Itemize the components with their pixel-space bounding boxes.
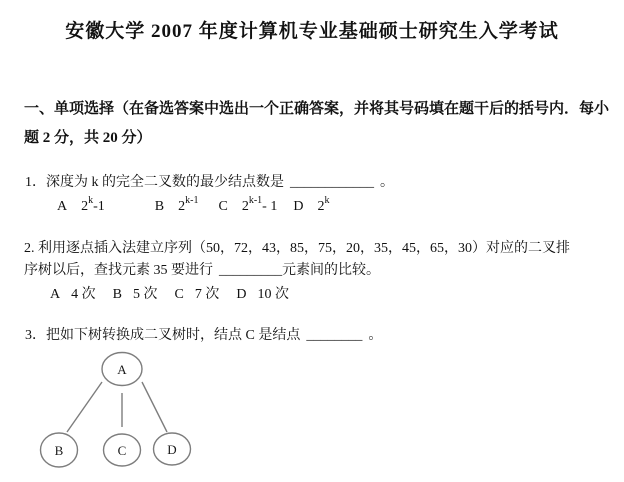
question-3-number: 3． xyxy=(25,328,46,343)
option-text: 4 次 xyxy=(71,287,96,302)
option-label: A xyxy=(50,287,61,302)
option-label: D xyxy=(236,287,247,302)
option-formula xyxy=(178,195,199,214)
formula-exponent: k-1 xyxy=(248,195,263,206)
question-1-blank: ____________ xyxy=(290,175,374,190)
node-d-label: D xyxy=(167,442,177,457)
node-b-label: B xyxy=(54,443,64,458)
question-2-number: 2. xyxy=(24,241,35,256)
option-label: C xyxy=(174,287,184,302)
edge-a-b xyxy=(67,382,102,432)
question-1-option-c xyxy=(218,196,277,215)
question-3-text xyxy=(25,324,382,344)
question-2-option-b xyxy=(113,283,158,303)
option-label: B xyxy=(154,198,165,214)
question-1-option-b xyxy=(155,196,199,215)
formula-base: 2 xyxy=(241,198,249,214)
question-2-stem-line2: 序树以后，查找元素 35 要进行 xyxy=(24,263,213,278)
question-2-stem-line2-end: 元素间的比较。 xyxy=(282,263,380,278)
section-heading xyxy=(24,95,616,153)
tree-diagram-svg xyxy=(20,350,230,475)
question-2-stem-line1: 利用逐点插入法建立序列（50，72，43，85，75，20，35，45，65，30）对应的二叉排 xyxy=(38,241,570,256)
question-1-options xyxy=(57,196,329,215)
formula-exponent: k xyxy=(324,195,330,206)
node-c-label: C xyxy=(117,443,127,458)
question-2-option-c xyxy=(174,283,219,303)
question-2-text xyxy=(24,238,616,282)
option-text: 5 次 xyxy=(132,287,158,302)
edge-a-d xyxy=(142,382,167,432)
section-heading-line2: 题 2 分，共 20 分） xyxy=(24,130,152,146)
question-1-period: 。 xyxy=(380,175,394,190)
question-3-stem: 把如下树转换成二叉树时，结点 C 是结点 xyxy=(46,328,301,343)
option-text: 10 次 xyxy=(257,287,289,302)
question-2-option-a xyxy=(50,283,96,303)
question-2-blank: _________ xyxy=(219,263,282,278)
formula-exponent: k xyxy=(88,195,94,206)
question-1-option-d xyxy=(293,196,329,215)
question-1-text xyxy=(25,171,394,191)
option-label: B xyxy=(112,287,122,302)
question-1-number: 1． xyxy=(25,175,46,190)
option-formula xyxy=(241,195,278,214)
page-title: 安徽大学 2007 年度计算机专业基础硕士研究生入学考试 xyxy=(65,21,559,42)
formula-base: 2 xyxy=(81,198,89,214)
question-1-option-a xyxy=(57,196,105,215)
tree-edges xyxy=(67,382,167,432)
question-1-stem: 深度为 k 的完全二叉数的最少结点数是 xyxy=(46,175,284,190)
option-formula xyxy=(317,195,330,214)
section-heading-line1: 一、单项选择（在备选答案中选出一个正确答案，并将其号码填在题干后的括号内．每小 xyxy=(24,101,610,117)
option-label: C xyxy=(218,198,228,214)
question-2-option-d xyxy=(236,283,289,303)
node-a-label: A xyxy=(117,362,127,377)
option-label: D xyxy=(293,198,304,214)
formula-suffix: - 1 xyxy=(262,198,278,214)
question-2-options xyxy=(50,283,306,303)
option-text: 7 次 xyxy=(194,287,220,302)
formula-exponent: k-1 xyxy=(185,195,199,206)
formula-base: 2 xyxy=(317,198,325,214)
option-formula xyxy=(81,195,105,214)
formula-base: 2 xyxy=(178,198,186,214)
tree-diagram xyxy=(20,350,230,475)
question-3-period: 。 xyxy=(368,328,383,343)
question-3-blank: ________ xyxy=(306,328,363,343)
formula-suffix: -1 xyxy=(93,198,105,214)
option-label: A xyxy=(57,198,68,214)
